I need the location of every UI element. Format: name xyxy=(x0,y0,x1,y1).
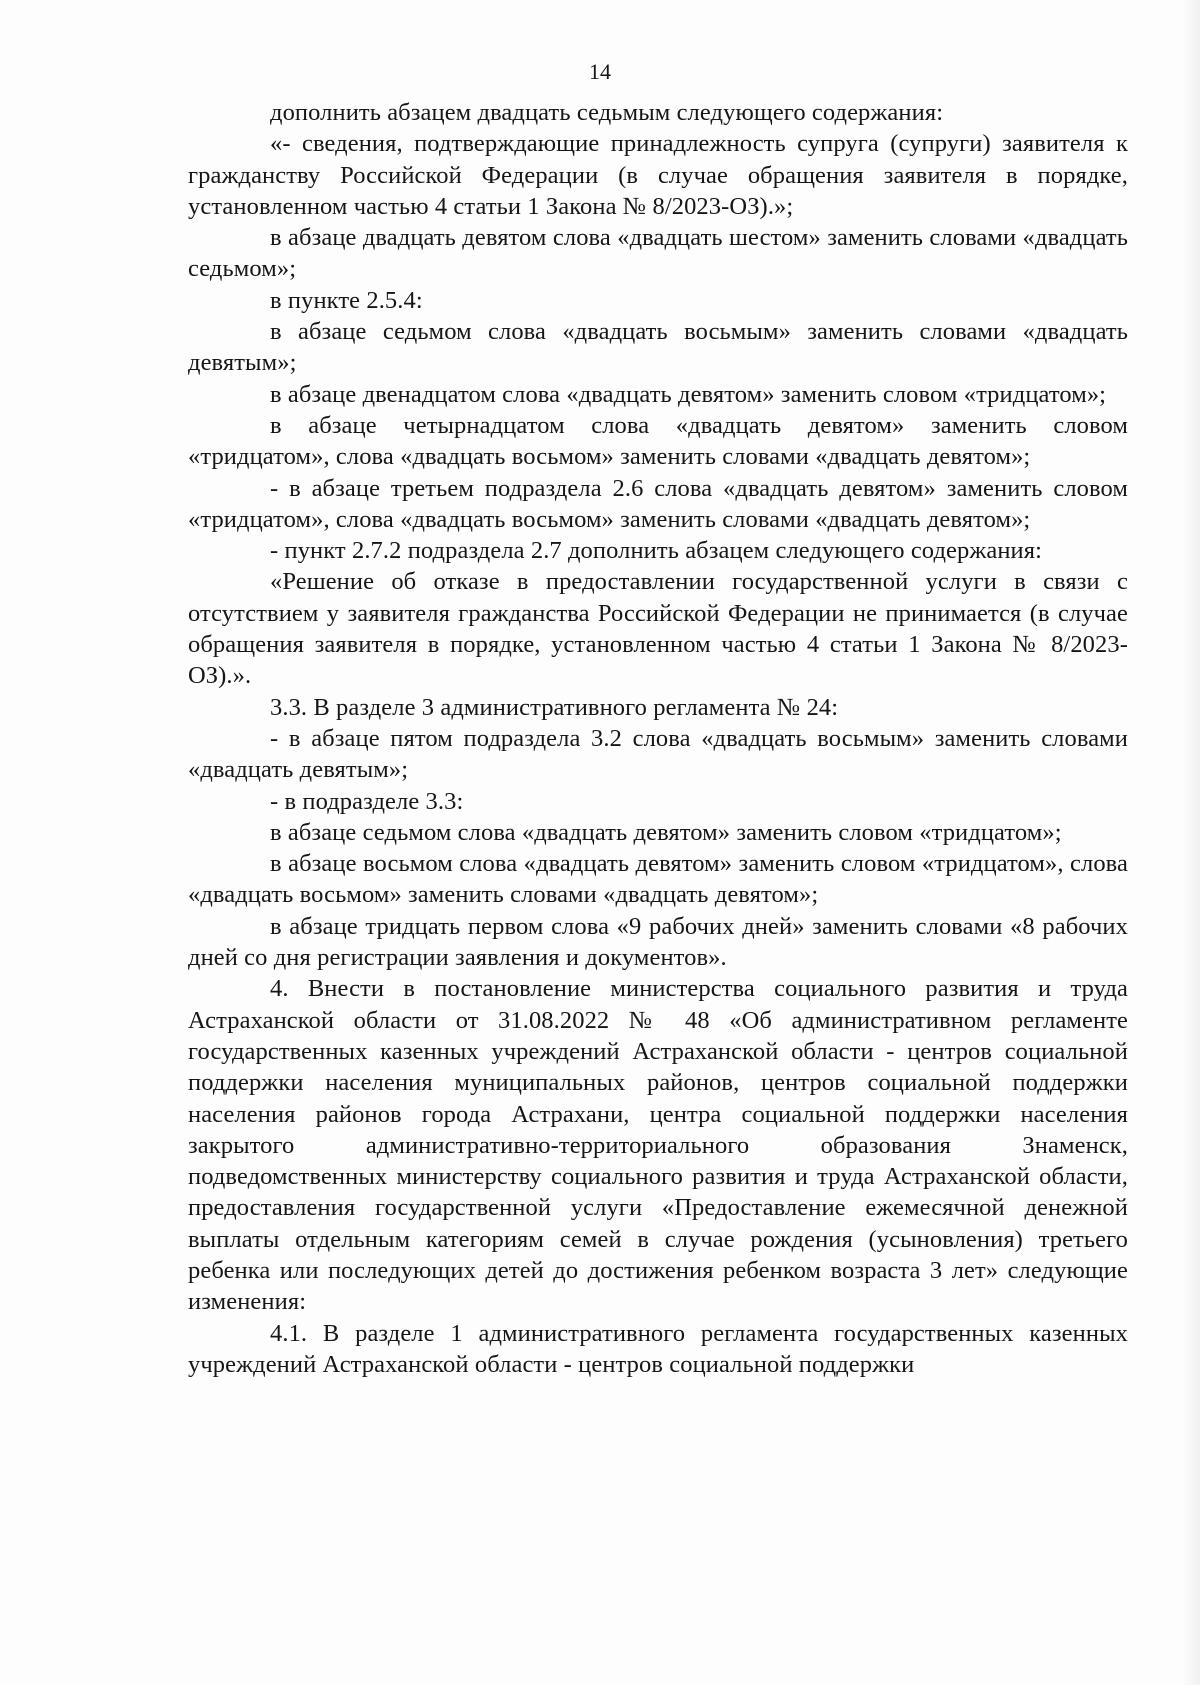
paragraph-17: 4. Внести в постановление министерства социального развития и труда Астраханской области от 31.08.2022 № 48 «Об административном регламенте государственных казенных учреждений Астраханской области - центров социальной поддержки населения муниципальных районов, центров социальной поддержки населения районов города Астрахани, центра социальной поддержки населения закрытого административно-территориального образования Знаменск, подведомственных министерству социального развития и труда Астраханской области, предоставления государственной услуги «Предоставление ежемесячной денежной выплаты отдельным категориям семей в случае рождения (усыновления) третьего ребенка или последующих детей до достижения ребенком возраста 3 лет» следующие изменения: xyxy=(188,975,1128,1316)
paragraph-12: - в абзаце пятом подраздела 3.2 слова «двадцать восьмым» заменить словами «двадцать девятым»; xyxy=(188,724,1128,784)
paragraph-7: в абзаце четырнадцатом слова «двадцать девятом» заменить словом «тридцатом», слова «двадцать восьмом» заменить словами «двадцать девятом»; xyxy=(188,411,1128,471)
paragraph-8: - в абзаце третьем подраздела 2.6 слова «двадцать девятом» заменить словом «тридцатом», слова «двадцать восьмом» заменить словами «двадцать девятом»; xyxy=(188,474,1128,533)
scan-edge-shadow xyxy=(1182,0,1200,1685)
paragraph-5: в абзаце седьмом слова «двадцать восьмым» заменить словами «двадцать девятым»; xyxy=(188,318,1128,377)
paragraph-9: - пункт 2.7.2 подраздела 2.7 дополнить абзацем следующего содержания: xyxy=(270,537,1043,565)
paragraph-13: - в подразделе 3.3: xyxy=(270,787,464,815)
paragraph-2: «- сведения, подтверждающие принадлежность супруга (супруги) заявителя к гражданству Российской Федерации (в случае обращения заявителя в порядке, установленном частью 4 статьи 1 Закона № 8/2023-ОЗ).»; xyxy=(188,130,1128,220)
paragraph-15: в абзаце восьмом слова «двадцать девятом» заменить словом «тридцатом», слова «двадцать восьмом» заменить словами «двадцать девятом»; xyxy=(188,850,1128,909)
paragraph-3: в абзаце двадцать девятом слова «двадцать шестом» заменить словами «двадцать седьмом»; xyxy=(188,224,1128,283)
paragraph-11: 3.3. В разделе 3 административного регламента № 24: xyxy=(270,693,839,721)
paragraph-16: в абзаце тридцать первом слова «9 рабочих дней» заменить словами «8 рабочих дней со дня регистрации заявления и документов». xyxy=(188,912,1128,972)
paragraph-6: в абзаце двенадцатом слова «двадцать девятом» заменить словом «тридцатом»; xyxy=(270,380,1107,408)
paragraph-18: 4.1. В разделе 1 административного регламента государственных казенных учреждений Астраханской области - центров социальной поддержки xyxy=(188,1319,1128,1378)
paragraph-14: в абзаце седьмом слова «двадцать девятом» заменить словом «тридцатом»; xyxy=(270,818,1062,846)
paragraph-10: «Решение об отказе в предоставлении государственной услуги в связи с отсутствием у заявителя гражданства Российской Федерации не принимается (в случае обращения заявителя в порядке, установленном частью 4 статьи 1 Закона № 8/2023-ОЗ).». xyxy=(188,568,1128,690)
document-body xyxy=(188,97,1128,1380)
paragraph-4: в пункте 2.5.4: xyxy=(270,286,423,314)
page-number: 14 xyxy=(589,59,611,84)
paragraph-1: дополнить абзацем двадцать седьмым следующего содержания: xyxy=(270,99,944,126)
